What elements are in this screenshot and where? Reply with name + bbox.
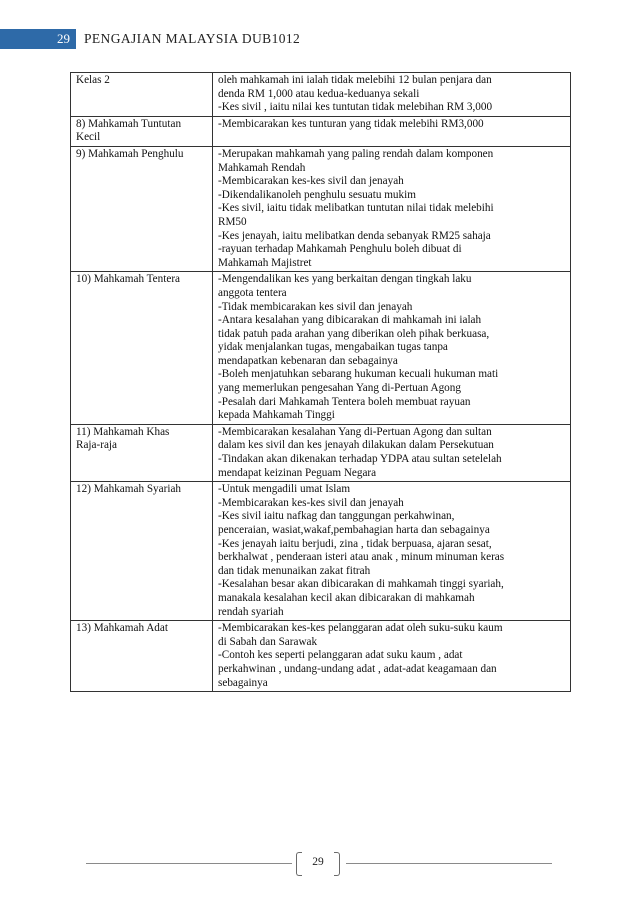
court-description-line: -Antara kesalahan yang dibicarakan di mahkamah ini ialah — [218, 314, 482, 327]
page-footer — [0, 852, 638, 876]
court-description-line: -Contoh kes seperti pelanggaran adat suku kaum , adat — [218, 649, 463, 662]
header-title: PENGAJIAN MALAYSIA DUB1012 — [84, 31, 301, 46]
court-table-body — [71, 73, 571, 692]
court-name-cell — [71, 272, 213, 425]
court-description-line: RM50 — [218, 215, 247, 228]
court-description-line: dan tidak menunaikan zakat fitrah — [218, 564, 371, 577]
court-description-cell — [213, 146, 571, 271]
court-description-line: denda RM 1,000 atau kedua-keduanya sekali — [218, 87, 420, 100]
court-name-line: 9) Mahkamah Penghulu — [76, 147, 184, 160]
table-row — [71, 73, 571, 117]
court-name-line: 11) Mahkamah Khas — [76, 425, 170, 438]
court-description-line: -Mengendalikan kes yang berkaitan dengan tingkah laku — [218, 273, 472, 286]
header-page-number: 29 — [0, 29, 76, 49]
court-description-cell — [213, 272, 571, 425]
court-name-cell — [71, 482, 213, 621]
court-description-cell — [213, 482, 571, 621]
court-name-cell — [71, 146, 213, 271]
table-row — [71, 621, 571, 692]
court-name-line: 10) Mahkamah Tentera — [76, 273, 181, 286]
court-description-cell — [213, 424, 571, 481]
court-description-line: -Pesalah dari Mahkamah Tentera boleh membuat rayuan — [218, 395, 471, 408]
court-description-line: berkhalwat , penderaan isteri atau anak , minum minuman keras — [218, 551, 505, 564]
court-name-cell — [71, 621, 213, 692]
table-row — [71, 424, 571, 481]
court-description-line: Mahkamah Rendah — [218, 161, 306, 174]
court-description-line: penceraian, wasiat,wakaf,pembahagian harta dan sebagainya — [218, 524, 490, 536]
court-description-line: -Untuk mengadili umat Islam — [218, 483, 351, 496]
court-description-line: -Kesalahan besar akan dibicarakan di mahkamah tinggi syariah, — [218, 578, 504, 591]
court-description-line: rendah syariah — [218, 605, 284, 618]
court-description-line: mendapatkan kebenaran dan sebagainya — [218, 354, 398, 367]
court-description-line: -Kes sivil iaitu nafkag dan tanggungan perkahwinan, — [218, 510, 455, 523]
footer-rule-left — [86, 863, 292, 864]
court-description-line: -rayuan terhadap Mahkamah Penghulu boleh dibuat di — [218, 243, 462, 256]
court-description-cell — [213, 621, 571, 692]
court-description-cell — [213, 73, 571, 117]
court-description-line: -Membicarakan kesalahan Yang di-Pertuan Agong dan sultan — [218, 425, 492, 438]
court-description-line: di Sabah dan Sarawak — [218, 635, 318, 648]
court-description-line: Mahkamah Majistret — [218, 256, 312, 269]
court-name-cell — [71, 424, 213, 481]
court-name-cell — [71, 73, 213, 117]
court-description-line: -Kes jenayah, iaitu melibatkan denda sebanyak RM25 sahaja — [218, 229, 491, 242]
court-description-cell — [213, 116, 571, 146]
court-description-line: -Kes sivil , iaitu nilai kes tuntutan tidak melebihan RM 3,000 — [218, 101, 493, 114]
court-description-line: -Kes sivil, iaitu tidak melibatkan tuntutan nilai tidak melebihi — [218, 202, 494, 215]
court-description-line: -Membicarakan kes-kes sivil dan jenayah — [218, 175, 404, 188]
court-description-line: manakala kesalahan kecil akan dibicarakan di mahkamah — [218, 591, 475, 604]
court-description-line: -Membicarakan kes tunturan yang tidak melebihi RM3,000 — [218, 117, 484, 130]
table-row — [71, 116, 571, 146]
footer-page-number: 29 — [312, 856, 324, 868]
court-name-line: 12) Mahkamah Syariah — [76, 483, 182, 496]
page-header — [0, 29, 300, 49]
court-description-line: kepada Mahkamah Tinggi — [218, 409, 335, 422]
court-description-line: -Tindakan akan dikenakan terhadap YDPA atau sultan setelelah — [218, 453, 502, 466]
footer-bracket-right — [334, 852, 340, 876]
court-table — [70, 72, 571, 692]
court-description-line: -Tidak membicarakan kes sivil dan jenayah — [218, 300, 413, 313]
court-description-line: -Dikendalikanoleh penghulu sesuatu mukim — [218, 188, 416, 201]
court-name-line: 13) Mahkamah Adat — [76, 622, 168, 635]
table-row — [71, 482, 571, 621]
court-name-line: Kecil — [76, 131, 101, 144]
court-description-line: -Membicarakan kes-kes pelanggaran adat oleh suku-suku kaum — [218, 622, 503, 635]
court-description-line: sebagainya — [218, 676, 268, 689]
court-name-line: Raja-raja — [76, 439, 117, 452]
court-description-line: -Merupakan mahkamah yang paling rendah dalam komponen — [218, 147, 494, 160]
court-description-line: mendapat keizinan Peguam Negara — [218, 466, 377, 479]
court-name-cell — [71, 116, 213, 146]
court-description-line: anggota tentera — [218, 286, 287, 299]
court-name-line: 8) Mahkamah Tuntutan — [76, 117, 182, 130]
court-description-line: -Kes jenayah iaitu berjudi, zina , tidak berpuasa, ajaran sesat, — [218, 537, 492, 550]
court-name-line: Kelas 2 — [76, 74, 110, 86]
footer-rule-right — [346, 863, 552, 864]
court-description-line: -Boleh menjatuhkan sebarang hukuman kecuali hukuman mati — [218, 368, 499, 381]
court-description-line: yidak menjalankan tugas, mengabaikan tugas tanpa — [218, 341, 448, 354]
court-table-container — [70, 72, 571, 692]
court-description-line: perkahwinan , undang-undang adat , adat-adat keagamaan dan — [218, 662, 497, 675]
table-row — [71, 272, 571, 425]
court-description-line: dalam kes sivil dan kes jenayah dilakukan dalam Persekutuan — [218, 439, 494, 452]
court-description-line: tidak patuh pada arahan yang diberikan oleh pihak berkuasa, — [218, 327, 490, 340]
court-description-line: oleh mahkamah ini ialah tidak melebihi 12 bulan penjara dan — [218, 74, 492, 86]
court-description-line: -Membicarakan kes-kes sivil dan jenayah — [218, 496, 404, 509]
court-description-line: yang memerlukan pengesahan Yang di-Pertuan Agong — [218, 382, 461, 395]
table-row — [71, 146, 571, 271]
